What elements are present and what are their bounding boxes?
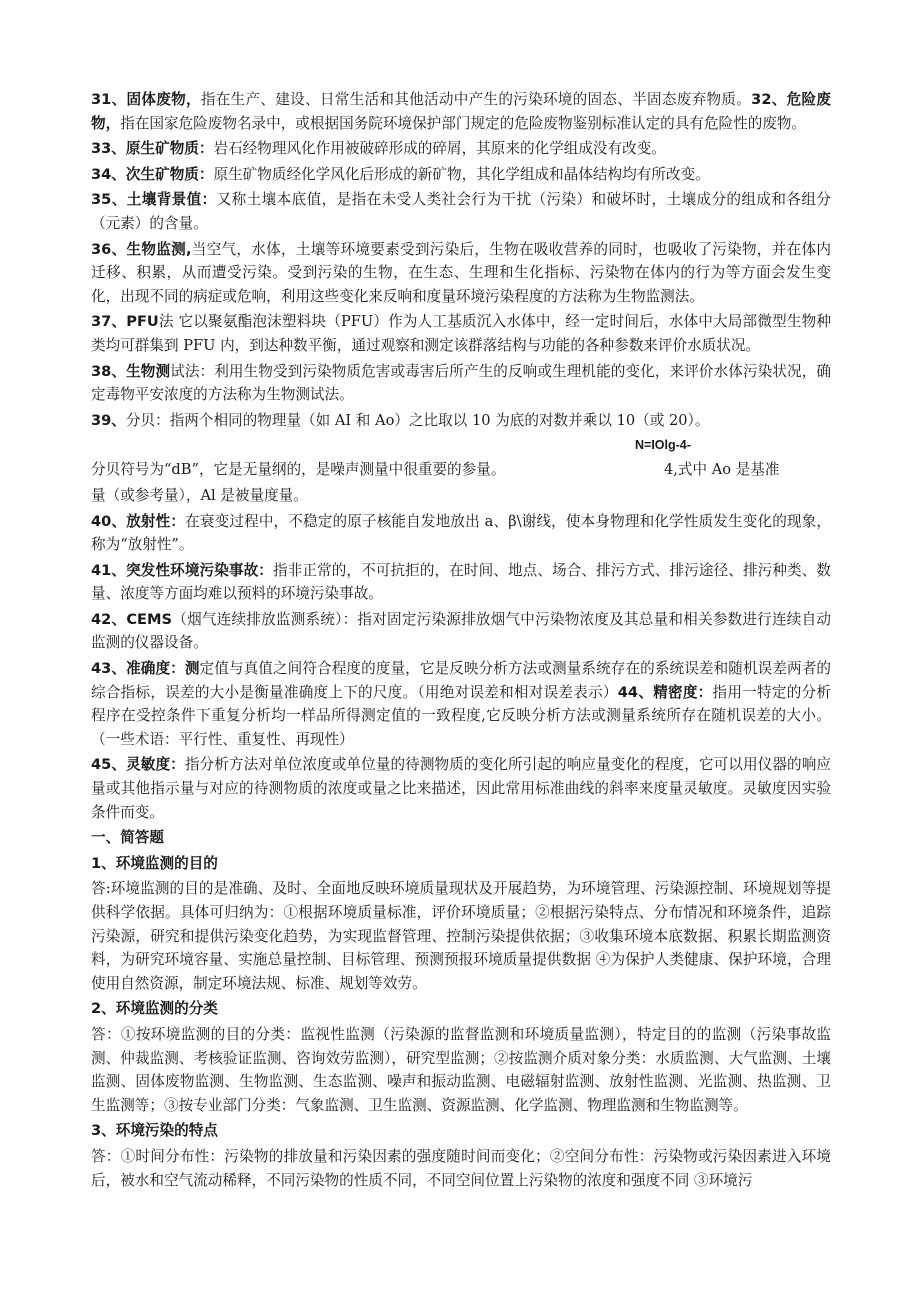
answer-text: 答：①时间分布性：污染物的排放量和污染因素的强度随时间而变化；②空间分布性：污染物或污染因素进入环境后，被水和空气流动稀释，不同污染物的性质不同，不同空间位置上污染物的浓度和强度不同 ③环境污 <box>91 1147 831 1189</box>
question-title: 2、环境监测的分类 <box>91 1000 218 1018</box>
term: 原生矿物质： <box>125 140 214 158</box>
item-36: 36、生物监测,当空气，水体，土壤等环境要素受到污染后，生物在吸收营养的同时，也吸收了污染物，并在体内迁移、积累，从而遭受污染。受到污染的生物，在生态、生理和生化指标、污染物在体内的行为等方面会发生变化，出现不同的病症或危响，利用这些变化来反响和度量环境污染程度的方法称为生物监测法。 <box>91 240 832 305</box>
term: 放射性： <box>126 512 186 530</box>
term: 生物监测, <box>126 240 192 258</box>
document-page <box>91 88 831 1194</box>
section-title: 一、简答题 <box>91 829 164 847</box>
item-33: 33、原生矿物质：岩石经物理风化作用被破碎形成的碎屑，其原来的化学组成没有改变。 <box>91 140 666 158</box>
item-41: 41、突发性环境污染事故：指非正常的，不可抗拒的，在时间、地点、场合、排污方式、排污途径、排污种类、数量、浓度等方面均难以预料的环境污染事故。 <box>91 561 831 603</box>
term: PFU <box>126 313 159 331</box>
term: 固体废物， <box>126 91 201 108</box>
answer-text: 答：①按环境监测的目的分类：监视性监测（污染源的监督监测和环境质量监测），特定目的的监测（污染事故监测、仲裁监测、考核验证监测、咨询效劳监测），研究型监测；②按监测介质对象分类：水质监测、大气监测、土壤监测、固体废物监测、生物监测、生态监测、噪声和振动监测、电磁辐射监测、放射性监测、光监测、热监测、卫生监测等；③按专业部门分类：气象监测、卫生监测、资源监测、化学监测、物理监测和生物监测等。 <box>91 1025 831 1114</box>
question-title: 3、环境污染的特点 <box>91 1122 218 1140</box>
item-37: 37、PFU法 它以聚氨酯泡沫塑料块（PFU）作为人工基质沉入水体中，经一定时间后，水体中大局部微型生物种类均可群集到 PFU 内，到达种数平衡，通过观察和测定该群落结构与功能的各种参数来评价水质状况。 <box>91 313 831 354</box>
formula-row <box>91 434 831 458</box>
item-34: 34、次生矿物质：原生矿物质经化学风化后形成的新矿物，其化学组成和晶体结构均有所改变。 <box>91 165 710 183</box>
question-title: 1、环境监测的目的 <box>91 854 218 872</box>
term: 危险废物， <box>91 91 831 132</box>
term: 土壤背景值： <box>126 191 217 209</box>
item-39-cont2: 量（或参考量），Al 是被量度量。 <box>91 486 308 504</box>
decibel-formula: N=IOlg-4- <box>635 438 691 453</box>
item-31-32: 31、固体废物，指在生产、建设、日常生活和其他活动中产生的污染环境的固态、半固态废弃物质。32、危险废物，指在国家危险废物名录中，或根据国务院环境保护部门规定的危险废物鉴别标准认定的具有危险性的废物。 <box>91 91 831 132</box>
item-40: 40、放射性：在衰变过程中，不稳定的原子核能自发地放出 a、β\谢线，使本身物理和化学性质发生变化的现象，称为“放射性”。 <box>91 512 831 554</box>
item-42: 42、CEMS（烟气连续排放监测系统）：指对固定污染源排放烟气中污染物浓度及其总量和相关参数进行连续自动监测的仪器设备。 <box>91 610 831 652</box>
term: 准确度：测 <box>126 660 200 678</box>
term: 突发性环境污染事故： <box>126 561 273 579</box>
term: 次生矿物质： <box>125 165 214 183</box>
answer-text: 答:环境监测的目的是准确、及时、全面地反映环境质量现状及开展趋势，为环境管理、污染源控制、环境规划等提供科学依据。具体可归纳为：①根据环境质量标准，评价环境质量；②根据污染特点、分布情况和环境条件，追踪污染源，研究和提供污染变化趋势，为实现监督管理、控制污染提供依据；③收集环境本底数据、积累长期监测资料，为研究环境容量、实施总量控制、目标管理、预测预报环境质量提供数据 ④为保护人类健康、保护环境，合理使用自然资源，制定环境法规、标准、规划等效劳。 <box>91 880 831 992</box>
item-35: 35、土壤背景值：又称土壤本底值，是指在未受人类社会行为干扰（污染）和破坏时，土壤成分的组成和各组分（元素）的含量。 <box>91 191 831 232</box>
item-45: 45、灵敏度：指分析方法对单位浓度或单位量的待测物质的变化所引起的响应量变化的程度，它可以用仪器的响应量或其他指示量与对应的待测物质的浓度或量之比来描述，因此常用标准曲线的斜率来度量灵敏度。灵敏度因实验条件而变。 <box>91 756 831 821</box>
item-43-44: 43、准确度：测定值与真值之间符合程度的度量，它是反映分析方法或测量系统存在的系统误差和随机误差两者的综合指标，误差的大小是衡量准确度上下的尺度。（用绝对误差和相对误差表示）44、精密度：指用一特定的分析程序在受控条件下重复分析均一样品所得测定值的一致程度,它反映分析方法或测量系统所存在随机误差的大小。（一些术语：平行性、重复性、再现性） <box>91 660 831 748</box>
item-38: 38、生物测试法：利用生物受到污染物质危害或毒害后所产生的反响或生理机能的变化，来评价水体污染状况，确定毒物平安浓度的方法称为生物测试法。 <box>91 362 831 404</box>
item-39: 39、分贝：指两个相同的物理量（如 AI 和 Ao）之比取以 10 为底的对数并乘以 10（或 20）。 <box>91 411 710 429</box>
term: 灵敏度： <box>126 756 185 774</box>
term: 精密度： <box>653 683 713 701</box>
term: 生物测 <box>126 362 171 380</box>
term: CEMS <box>126 610 173 628</box>
item-39-cont: 分贝符号为“dB”，它是无量纲的，是噪声测量中很重要的参量。 4,式中 Ao 是基准 <box>91 461 780 479</box>
